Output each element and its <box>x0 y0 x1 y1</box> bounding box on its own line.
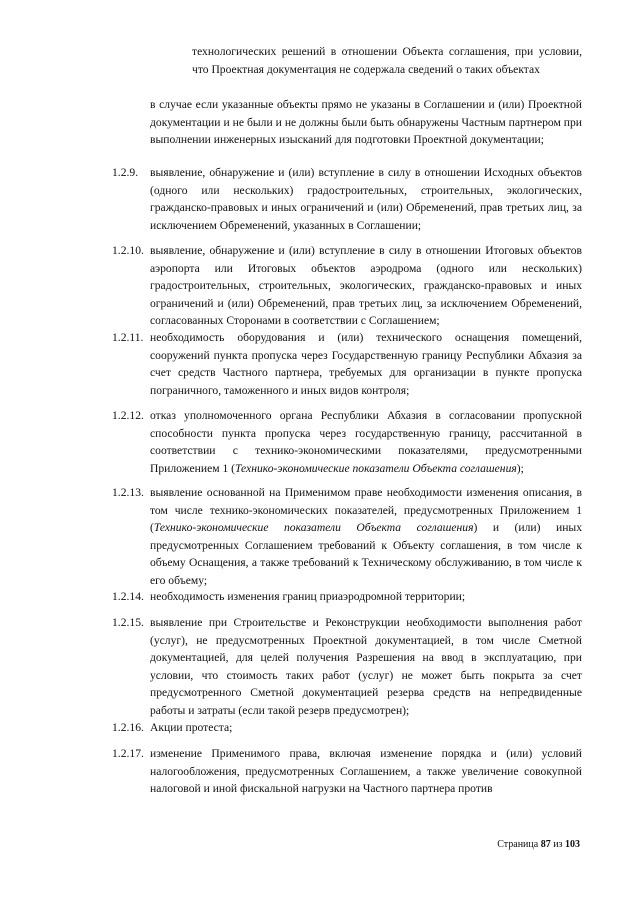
list-item-1-2-11 <box>112 329 582 399</box>
item-text: необходимость изменения границ приаэродромной территории; <box>150 590 466 603</box>
item-text: выявление при Строительстве и Реконструкции необходимости выполнения работ (услуг), не предусмотренных Проектной документацией, в том числе Сметной документацией, для целей получения Разрешения на ввод в эксплуатацию, при условии, что стоимость таких работ (услуг) не может быть покрыта за счет предусмотренного Сметной документацией резерва средств на непредвиденные работы и затраты (если такой резерв предусмотрен); <box>150 616 582 717</box>
page-footer <box>480 838 580 852</box>
list-item-1-2-17 <box>112 745 582 798</box>
annex-reference: Технико-экономические показатели Объекта соглашения <box>153 521 474 535</box>
item-text-part: выявление основанной на Применимом праве необходимости изменения описания, в том числе технико-экономических показателей, предусмотренных Приложением 1 ( <box>150 486 582 535</box>
item-number: 1.2.10. <box>112 244 144 257</box>
list-item-1-2-10 <box>112 242 582 330</box>
item-text: необходимость оборудования и (или) технического оснащения помещений, сооружений пункта пропуска через Государственную границу Республики Абхазия за счет средств Частного партнера, требуемых для организации в пункте пропуска пограничного, таможенного и иных видов контроля; <box>150 331 582 397</box>
item-number: 1.2.11. <box>112 331 144 344</box>
item-text-part: отказ уполномоченного органа Республики Абхазия в согласовании пропускной способности пункта пропуска через государственную границу, рассчитанной в соответствии с технико-экономическими показателями, предусмотренными Приложением 1 ( <box>150 409 582 475</box>
item-number: 1.2.14. <box>112 590 144 603</box>
page-label: Страница <box>497 839 539 850</box>
list-item-1-2-14 <box>112 588 582 606</box>
item-text-part: ); <box>516 461 524 475</box>
continuation-paragraph: технологических решений в отношении Объекта соглашения, при условии, что Проектная документация не содержала сведений о таких объектах <box>192 45 582 76</box>
annex-reference: Технико-экономические показатели Объекта соглашения <box>235 461 517 475</box>
item-number: 1.2.17. <box>112 747 144 760</box>
item-text <box>150 407 582 477</box>
page-total: 103 <box>565 839 580 850</box>
item-number: 1.2.12. <box>112 409 144 422</box>
item-number: 1.2.13. <box>112 486 144 499</box>
list-item-1-2-16 <box>112 719 582 737</box>
item-number: 1.2.16. <box>112 721 144 734</box>
list-item-1-2-12 <box>112 407 582 477</box>
item-number: 1.2.15. <box>112 616 144 629</box>
item-text: Акции протеста; <box>150 721 233 734</box>
item-number: 1.2.9. <box>112 166 139 179</box>
list-item-1-2-13 <box>112 484 582 590</box>
page-separator: из <box>553 839 563 850</box>
item-text: выявление, обнаружение и (или) вступление в силу в отношении Итоговых объектов аэропорта или Итоговых объектов аэродрома (одного или нескольких) градостроительных, строительных, экологических, гражданско-правовых и иных ограничений и (или) Обременений, прав третьих лиц, за исключением Обременений, согласованных Сторонами в соответствии с Соглашением; <box>150 244 582 328</box>
continuation-paragraph-2: в случае если указанные объекты прямо не указаны в Соглашении и (или) Проектной документации и не были и не должны были быть обнаружены Частным партнером при выполнении инженерных изысканий для подготовки Проектной документации; <box>150 98 582 147</box>
item-text: выявление, обнаружение и (или) вступление в силу в отношении Исходных объектов (одного или нескольких) градостроительных, строительных, экологических, гражданско-правовых и иных ограничений и (или) Обременений, прав третьих лиц, за исключением Обременений, указанных в Соглашении; <box>150 166 582 232</box>
list-item-1-2-9 <box>112 164 582 234</box>
item-text <box>150 484 582 590</box>
list-item-1-2-15 <box>112 614 582 720</box>
item-text-part: ) и (или) иных предусмотренных Соглашением требований к Объекту соглашения, в том числе к объему Оснащения, а также требований к Техническому обслуживанию, в том числе к его объему; <box>150 521 582 587</box>
item-text: изменение Применимого права, включая изменение порядка и (или) условий налогообложения, предусмотренных Соглашением, а также увеличение совокупной налоговой и иной фискальной нагрузки на Частного партнера против <box>150 747 582 796</box>
page-number: 87 <box>540 839 551 850</box>
